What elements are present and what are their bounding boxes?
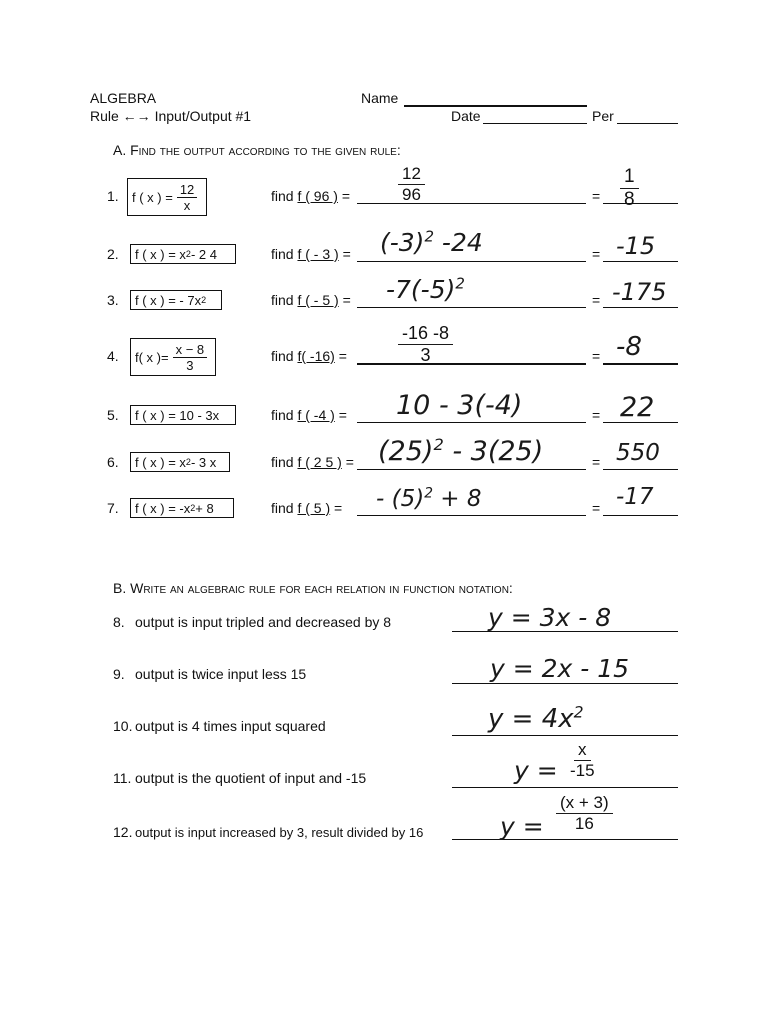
work-line[interactable] bbox=[357, 363, 586, 365]
find-function: f ( - 5 ) bbox=[297, 292, 339, 308]
find-equals: = bbox=[341, 188, 351, 204]
find-function: f ( 5 ) bbox=[297, 500, 331, 516]
section-b-heading bbox=[113, 580, 513, 596]
find-word: find bbox=[271, 348, 294, 364]
rule-box: f ( x ) = - 7x 2 bbox=[130, 290, 222, 310]
answer-fraction bbox=[556, 793, 613, 834]
problem-number: 10. bbox=[113, 718, 133, 734]
find-function: f ( 96 ) bbox=[297, 188, 338, 204]
problem-number: 9. bbox=[113, 666, 125, 682]
answer-numerator: x bbox=[574, 740, 591, 761]
answer-equals: = bbox=[592, 246, 601, 262]
find-equals: = bbox=[342, 246, 351, 262]
find-prompt bbox=[271, 348, 347, 364]
answer-numerator: (x + 3) bbox=[556, 793, 613, 814]
section-a-letter: A. bbox=[113, 142, 127, 158]
find-function: f ( 2 5 ) bbox=[297, 454, 342, 470]
work-line[interactable] bbox=[357, 515, 586, 516]
period-field[interactable] bbox=[617, 123, 678, 124]
work-handwriting bbox=[380, 228, 483, 257]
problem-number: 12. bbox=[113, 824, 133, 840]
work-numerator: -16 -8 bbox=[398, 323, 453, 345]
rule-box bbox=[130, 405, 236, 425]
work-text-b: -24 bbox=[433, 228, 483, 257]
answer-handwriting: y = 3x - 8 bbox=[488, 603, 612, 632]
answer-equals: = bbox=[592, 188, 601, 204]
find-function: f( -16) bbox=[297, 348, 335, 364]
work-text-b: + 8 bbox=[432, 486, 482, 512]
rule-prefix: f( x )= bbox=[135, 349, 169, 365]
answer-denominator: 8 bbox=[624, 189, 635, 210]
work-handwriting bbox=[376, 486, 482, 512]
work-denominator: 96 bbox=[402, 185, 421, 204]
find-prompt bbox=[271, 188, 350, 204]
answer-denominator: 16 bbox=[574, 814, 594, 833]
work-handwriting bbox=[386, 275, 465, 304]
work-exponent: 2 bbox=[424, 485, 433, 502]
rule-box bbox=[127, 178, 207, 216]
answer-prefix: y = bbox=[514, 756, 558, 785]
problem-text: output is 4 times input squared bbox=[135, 718, 326, 734]
work-handwriting bbox=[378, 436, 543, 467]
problem-number: 8. bbox=[113, 614, 125, 630]
rule-text-a: f ( x ) = x bbox=[135, 454, 186, 470]
find-prompt bbox=[271, 292, 351, 308]
problem-number: 7. bbox=[107, 500, 119, 516]
work-fraction bbox=[398, 164, 425, 205]
answer-line[interactable] bbox=[452, 735, 678, 736]
rule-text-a: f ( x ) = -x bbox=[135, 500, 191, 516]
name-label: Name bbox=[361, 90, 399, 106]
answer-line[interactable] bbox=[603, 203, 678, 204]
rule-text: f ( x ) = 10 - 3x bbox=[135, 407, 220, 423]
answer-handwriting: 550 bbox=[616, 440, 660, 466]
find-function: f ( -4 ) bbox=[297, 407, 335, 423]
answer-equals: = bbox=[592, 454, 601, 470]
find-word: find bbox=[271, 246, 294, 262]
answer-line[interactable] bbox=[452, 839, 678, 840]
work-handwriting: 10 - 3(-4) bbox=[396, 390, 523, 421]
section-b-title: Write an algebraic rule for each relation in function notation: bbox=[130, 580, 513, 596]
answer-prefix: y = bbox=[500, 812, 544, 841]
date-label: Date bbox=[451, 108, 481, 124]
rule-box bbox=[130, 338, 216, 376]
rule-box: f ( x ) = x 2 - 3 x bbox=[130, 452, 230, 472]
answer-line[interactable] bbox=[603, 261, 678, 262]
section-a-title: Find the output according to the given rule: bbox=[130, 142, 401, 158]
find-equals: = bbox=[338, 407, 347, 423]
work-exponent: 2 bbox=[433, 435, 444, 454]
work-numerator: 12 bbox=[398, 164, 425, 185]
answer-line[interactable] bbox=[452, 787, 678, 788]
answer-numerator: 1 bbox=[620, 166, 639, 189]
work-line[interactable] bbox=[357, 469, 586, 470]
problem-number: 11. bbox=[113, 770, 132, 786]
work-denominator: 3 bbox=[420, 345, 431, 365]
find-prompt bbox=[271, 454, 354, 470]
period-label: Per bbox=[592, 108, 614, 124]
answer-handwriting: -175 bbox=[612, 278, 667, 306]
problem-number: 3. bbox=[107, 292, 119, 308]
problem-text: output is input increased by 3, result divided by 16 bbox=[135, 825, 424, 840]
rule-box: f ( x ) = x 2 - 2 4 bbox=[130, 244, 236, 264]
work-exponent: 2 bbox=[424, 227, 434, 246]
find-equals: = bbox=[334, 500, 343, 516]
name-field[interactable] bbox=[404, 105, 587, 107]
work-text-a: (25) bbox=[378, 436, 434, 467]
rule-text-b: + 8 bbox=[195, 500, 214, 516]
work-text-a: (-3) bbox=[380, 228, 425, 257]
rule-denominator: x bbox=[183, 197, 191, 213]
answer-exponent: 2 bbox=[573, 703, 584, 722]
work-line[interactable] bbox=[357, 203, 586, 204]
answer-line[interactable] bbox=[603, 363, 678, 365]
answer-fraction bbox=[620, 166, 639, 211]
problem-number: 5. bbox=[107, 407, 119, 423]
find-equals: = bbox=[345, 454, 354, 470]
find-prompt bbox=[271, 246, 351, 262]
answer-handwriting: 22 bbox=[620, 392, 655, 423]
answer-equals: = bbox=[592, 500, 601, 516]
problem-text: output is input tripled and decreased by 8 bbox=[135, 614, 392, 630]
rule-text-a: f ( x ) = - 7x bbox=[135, 292, 202, 308]
work-text-b: - 3(25) bbox=[443, 436, 544, 467]
work-text-a: - (5) bbox=[376, 486, 425, 512]
find-equals: = bbox=[342, 292, 351, 308]
answer-denominator: -15 bbox=[570, 761, 595, 780]
answer-handwriting: -15 bbox=[616, 232, 656, 260]
rule-fraction bbox=[177, 182, 197, 213]
answer-text: y = 4x bbox=[488, 704, 574, 734]
answer-line[interactable] bbox=[603, 469, 678, 470]
find-prompt bbox=[271, 500, 342, 516]
answer-line[interactable] bbox=[603, 307, 678, 308]
answer-handwriting: y = 2x - 15 bbox=[490, 654, 630, 683]
rule-text-a: f ( x ) = x bbox=[135, 246, 186, 262]
find-function: f ( - 3 ) bbox=[297, 246, 339, 262]
answer-equals: = bbox=[592, 292, 601, 308]
work-exponent: 2 bbox=[455, 274, 465, 293]
section-a-heading bbox=[113, 142, 401, 158]
problem-text: output is the quotient of input and -15 bbox=[135, 770, 367, 786]
answer-handwriting: -17 bbox=[616, 484, 654, 510]
answer-handwriting: -8 bbox=[616, 332, 642, 362]
answer-equals: = bbox=[592, 348, 601, 364]
work-line[interactable] bbox=[357, 307, 586, 308]
find-word: find bbox=[271, 292, 294, 308]
find-prompt bbox=[271, 407, 347, 423]
course-title: ALGEBRA bbox=[90, 90, 157, 106]
work-fraction bbox=[398, 323, 453, 366]
work-text-a: -7(-5) bbox=[386, 275, 456, 304]
answer-line[interactable] bbox=[603, 515, 678, 516]
work-line[interactable] bbox=[357, 422, 586, 423]
answer-line[interactable] bbox=[452, 683, 678, 684]
find-word: find bbox=[271, 454, 294, 470]
problem-text: output is twice input less 15 bbox=[135, 666, 307, 682]
answer-equals: = bbox=[592, 407, 601, 423]
find-word: find bbox=[271, 500, 294, 516]
find-equals: = bbox=[338, 348, 347, 364]
problem-number: 6. bbox=[107, 454, 119, 470]
rule-denominator: 3 bbox=[186, 357, 194, 373]
date-field[interactable] bbox=[483, 123, 587, 124]
rule-prefix: f ( x ) = bbox=[132, 189, 173, 205]
rule-text-b: - 3 x bbox=[190, 454, 217, 470]
rule-fraction bbox=[173, 342, 208, 373]
section-b-letter: B. bbox=[113, 580, 127, 596]
answer-handwriting bbox=[488, 704, 584, 734]
rule-numerator: x − 8 bbox=[173, 342, 208, 358]
problem-number: 4. bbox=[107, 348, 119, 364]
problem-number: 1. bbox=[107, 188, 119, 204]
work-line[interactable] bbox=[357, 261, 586, 262]
problem-number: 2. bbox=[107, 246, 119, 262]
find-word: find bbox=[271, 188, 294, 204]
rule-box: f ( x ) = -x 2 + 8 bbox=[130, 498, 234, 518]
answer-fraction bbox=[566, 740, 599, 781]
rule-text-b: - 2 4 bbox=[190, 246, 217, 262]
rule-numerator: 12 bbox=[177, 182, 197, 198]
find-word: find bbox=[271, 407, 294, 423]
worksheet-subtitle: Rule ←→ Input/Output #1 bbox=[90, 108, 252, 124]
